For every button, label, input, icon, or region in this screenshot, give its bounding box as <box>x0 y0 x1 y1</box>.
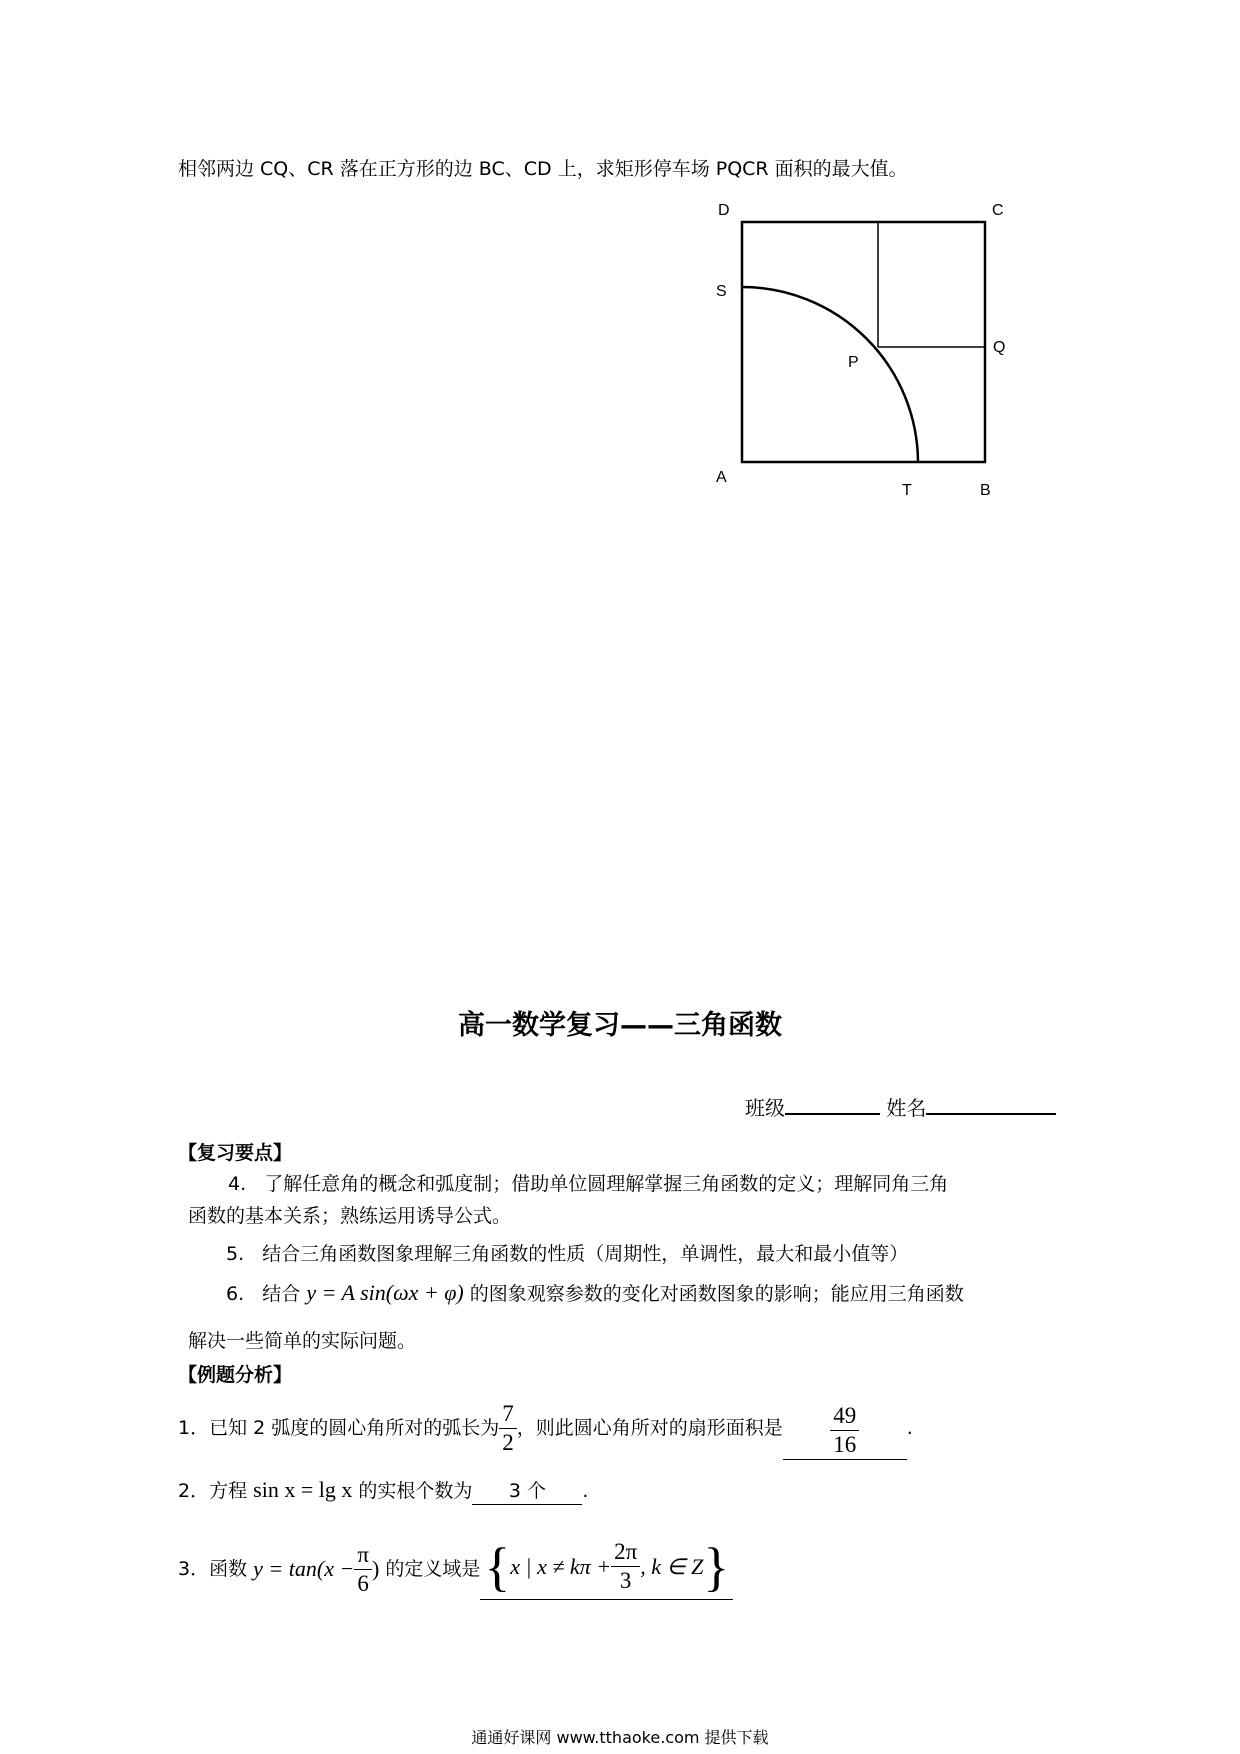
question-2-text-b: 的实根个数为 <box>358 1480 473 1502</box>
question-3 <box>178 1538 733 1600</box>
left-brace: { <box>484 1536 511 1597</box>
question-3-answer-num: 2π <box>611 1538 640 1567</box>
question-2 <box>178 1477 588 1505</box>
question-3-answer <box>480 1538 733 1600</box>
label-p: P <box>848 354 859 371</box>
review-item-6-line1 <box>226 1280 964 1307</box>
review-item-6-num: 6. <box>226 1283 245 1305</box>
review-item-4-text: 了解任意角的概念和弧度制；借助单位圆理解掌握三角函数的定义；理解同角三角 <box>264 1173 949 1195</box>
review-item-5-num: 5. <box>226 1243 245 1265</box>
name-blank <box>926 1093 1056 1115</box>
question-2-text-a: 方程 <box>209 1480 248 1502</box>
question-1 <box>178 1396 913 1460</box>
label-b: B <box>980 482 991 499</box>
question-2-answer: 3 个 <box>472 1478 582 1505</box>
review-item-5-text: 结合三角函数图象理解三角函数的性质（周期性，单调性，最大和最小值等） <box>262 1243 909 1265</box>
question-3-num: 3． <box>178 1558 210 1580</box>
question-1-end: . <box>906 1417 913 1439</box>
question-1-answer-den: 16 <box>833 1432 857 1457</box>
question-1-text-b: ，则此圆心角所对的扇形面积是 <box>516 1417 783 1439</box>
review-item-4-num: 4. <box>228 1173 247 1195</box>
label-a: A <box>716 469 727 486</box>
name-label: 姓名 <box>886 1096 927 1120</box>
review-item-5 <box>226 1241 908 1267</box>
question-1-frac-den: 2 <box>502 1429 514 1455</box>
review-item-6-prefix: 结合 <box>262 1283 301 1305</box>
question-3-text-a: 函数 <box>209 1558 248 1580</box>
label-q: Q <box>993 339 1006 356</box>
question-3-answer-fraction <box>611 1538 640 1595</box>
question-3-frac-den: 6 <box>357 1570 369 1596</box>
question-1-frac-num: 7 <box>499 1400 517 1429</box>
square-diagram <box>700 195 1020 505</box>
question-3-answer-b: , k ∈ Z <box>640 1553 704 1579</box>
label-t: T <box>902 482 912 499</box>
class-label: 班级 <box>745 1096 785 1120</box>
square-abcd <box>742 222 985 462</box>
review-item-6-suffix: 的图象观察参数的变化对函数图象的影响；能应用三角函数 <box>469 1283 964 1305</box>
question-1-num: 1． <box>178 1417 210 1439</box>
question-3-formula-b: ) <box>371 1556 380 1581</box>
review-heading: 【复习要点】 <box>178 1142 293 1164</box>
question-2-formula: sin x = lg x <box>253 1477 353 1502</box>
review-item-6-formula: y = A sin(ωx + φ) <box>306 1280 464 1305</box>
label-c: C <box>992 202 1004 219</box>
question-3-fraction <box>354 1541 372 1598</box>
page-title: 高一数学复习——三角函数 <box>458 1010 782 1041</box>
question-3-frac-num: π <box>354 1541 372 1570</box>
question-3-answer-a: x | x ≠ kπ + <box>510 1553 612 1579</box>
question-1-answer-num: 49 <box>830 1402 859 1431</box>
question-1-fraction <box>499 1400 517 1457</box>
question-2-num: 2． <box>178 1480 210 1502</box>
class-name-row <box>745 1092 1056 1121</box>
quarter-arc-st <box>742 287 918 462</box>
question-1-text-a: 已知 2 弧度的圆心角所对的弧长为 <box>209 1417 500 1439</box>
intro-text: 相邻两边 CQ、CR 落在正方形的边 BC、CD 上，求矩形停车场 PQCR 面积的最大值。 <box>178 158 908 180</box>
right-brace: } <box>703 1536 730 1597</box>
examples-heading: 【例题分析】 <box>178 1364 293 1386</box>
review-item-4-line2: 函数的基本关系；熟练运用诱导公式。 <box>188 1205 512 1227</box>
question-1-answer <box>783 1396 907 1460</box>
question-3-formula-a: y = tan(x − <box>253 1556 355 1581</box>
footer: 通通好课网 www.tthaoke.com 提供下载 <box>471 1728 769 1747</box>
label-s: S <box>716 283 727 300</box>
question-3-answer-den: 3 <box>619 1568 632 1593</box>
review-item-6-line2: 解决一些简单的实际问题。 <box>188 1330 417 1352</box>
class-blank <box>785 1093 880 1115</box>
question-3-text-b: 的定义域是 <box>385 1558 481 1580</box>
review-item-4-line1 <box>228 1171 948 1197</box>
label-d: D <box>718 202 730 219</box>
question-2-end: . <box>582 1480 589 1502</box>
